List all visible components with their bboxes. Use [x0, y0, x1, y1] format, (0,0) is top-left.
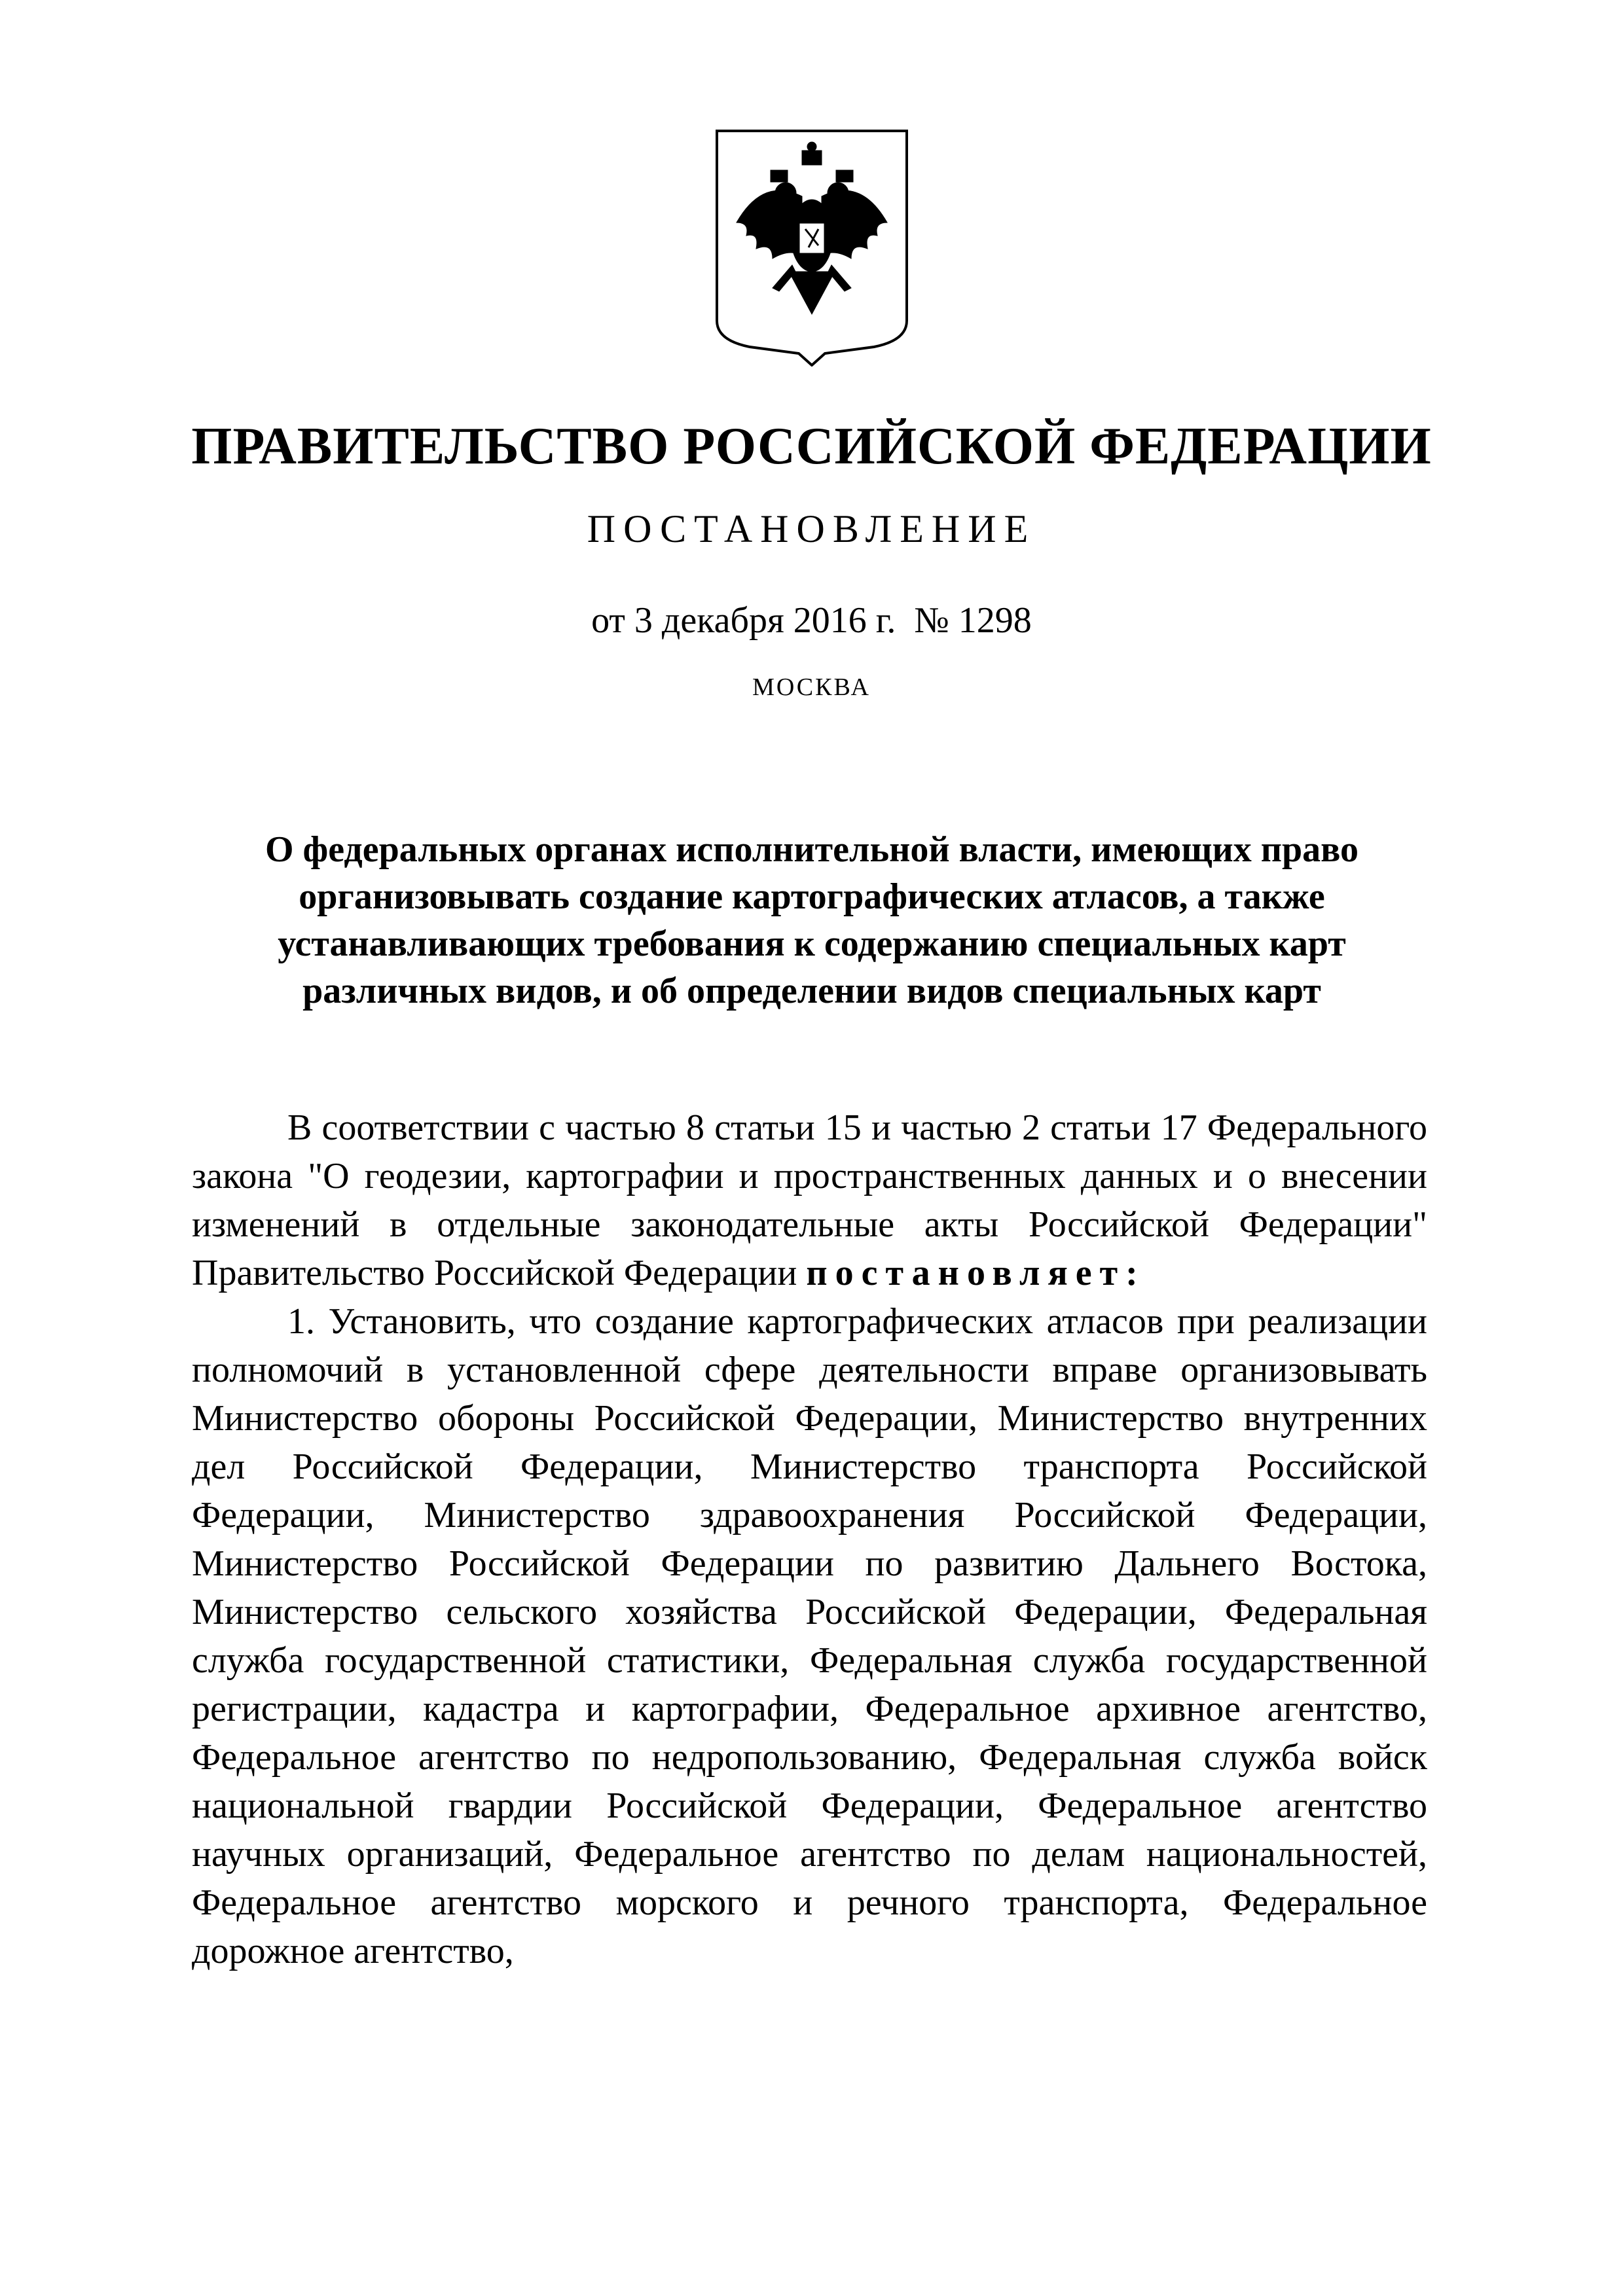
- subject-line: устанавливающих требования к содержанию специальных карт: [278, 924, 1346, 964]
- document-city: МОСКВА: [752, 673, 871, 701]
- item-1-paragraph: 1. Установить, что создание картографических атласов при реализации полномочий в установленной сфере деятельности вправе организовывать Министерство обороны Российской Федерации, Министерство внутренних дел Российской Федерации, Министерство транспорта Российской Федерации, Министерство здравоохранения Российской Федерации, Министерство Российской Федерации по развитию Дальнего Востока, Министерство сельского хозяйства Российской Федерации, Федеральная служба государственной статистики, Федеральная служба государственной регистрации, кадастра и картографии, Федеральное архивное агентство, Федеральное агентство по недропользованию, Федеральная служба войск национальной гвардии Российской Федерации, Федеральное агентство научных организаций, Федеральное агентство по делам национальностей, Федеральное агентство морского и речного транспорта, Федеральное дорожное агентство,: [192, 1301, 1427, 1971]
- preamble-paragraph: [192, 1103, 1427, 1297]
- subject-line: различных видов, и об определении видов специальных карт: [302, 971, 1321, 1011]
- document-number: № 1298: [914, 600, 1032, 641]
- decree-word: постановляет:: [806, 1253, 1146, 1293]
- document-date: от 3 декабря 2016 г.: [591, 600, 896, 641]
- document-type: ПОСТАНОВЛЕНИЕ: [587, 507, 1036, 550]
- government-title: ПРАВИТЕЛЬСТВО РОССИЙСКОЙ ФЕДЕРАЦИИ: [191, 418, 1432, 475]
- document-body: [192, 1103, 1427, 1975]
- state-emblem: [710, 124, 913, 367]
- subject-line: организовывать создание картографических атласов, а также: [299, 876, 1325, 917]
- document-date-line: [0, 594, 1623, 647]
- subject-line: О федеральных органах исполнительной власти, имеющих право: [264, 829, 1359, 870]
- preamble-text: В соответствии с частью 8 статьи 15 и частью 2 статьи 17 Федерального закона "О геодезии, картографии и пространственных данных и о внесении изменений в отдельные законодательные акты Российской Федерации" Правительство Российской Федерации: [192, 1107, 1427, 1293]
- document-subject: [196, 826, 1427, 1014]
- coat-of-arms-icon: [710, 124, 913, 367]
